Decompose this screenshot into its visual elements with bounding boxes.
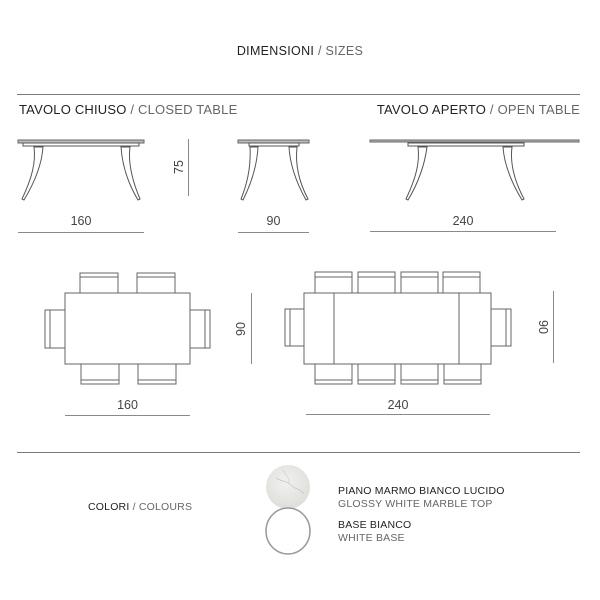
closed-table-label-it: TAVOLO CHIUSO — [19, 102, 127, 117]
swatch-marble-name-it: PIANO MARMO BIANCO LUCIDO — [338, 485, 505, 497]
height-dimension-label: 75 — [171, 160, 186, 174]
swatch-white — [338, 519, 411, 545]
title-italian: DIMENSIONI — [236, 44, 315, 58]
title-english: SIZES — [325, 44, 364, 58]
swatch-white-name-it: BASE BIANCO — [338, 519, 412, 531]
end-width-label: 90 — [266, 214, 281, 228]
open-side-length-label: 240 — [452, 214, 474, 228]
swatch-white-name-en: WHITE BASE — [338, 532, 405, 544]
colors-label-en: COLOURS — [138, 501, 193, 513]
colors-label-it: COLORI — [88, 501, 130, 513]
open-table-separator: / — [486, 102, 498, 117]
swatch-marble — [338, 485, 505, 511]
open-table-label-en: OPEN TABLE — [497, 102, 580, 117]
closed-table-separator: / — [126, 102, 139, 117]
open-table-label-it: TAVOLO APERTO — [376, 102, 487, 117]
closed-plan-length-label: 160 — [117, 398, 138, 412]
closed-table-label-en: CLOSED TABLE — [138, 102, 238, 117]
open-plan-width-label: 90 — [535, 320, 550, 334]
open-plan-length-label: 240 — [387, 398, 409, 412]
colors-separator: / — [129, 501, 139, 513]
closed-plan-width-label: 90 — [233, 322, 248, 336]
title-separator: / — [314, 44, 326, 58]
swatch-marble-name-en: GLOSSY WHITE MARBLE TOP — [338, 498, 493, 510]
closed-side-length-label: 160 — [70, 214, 92, 228]
